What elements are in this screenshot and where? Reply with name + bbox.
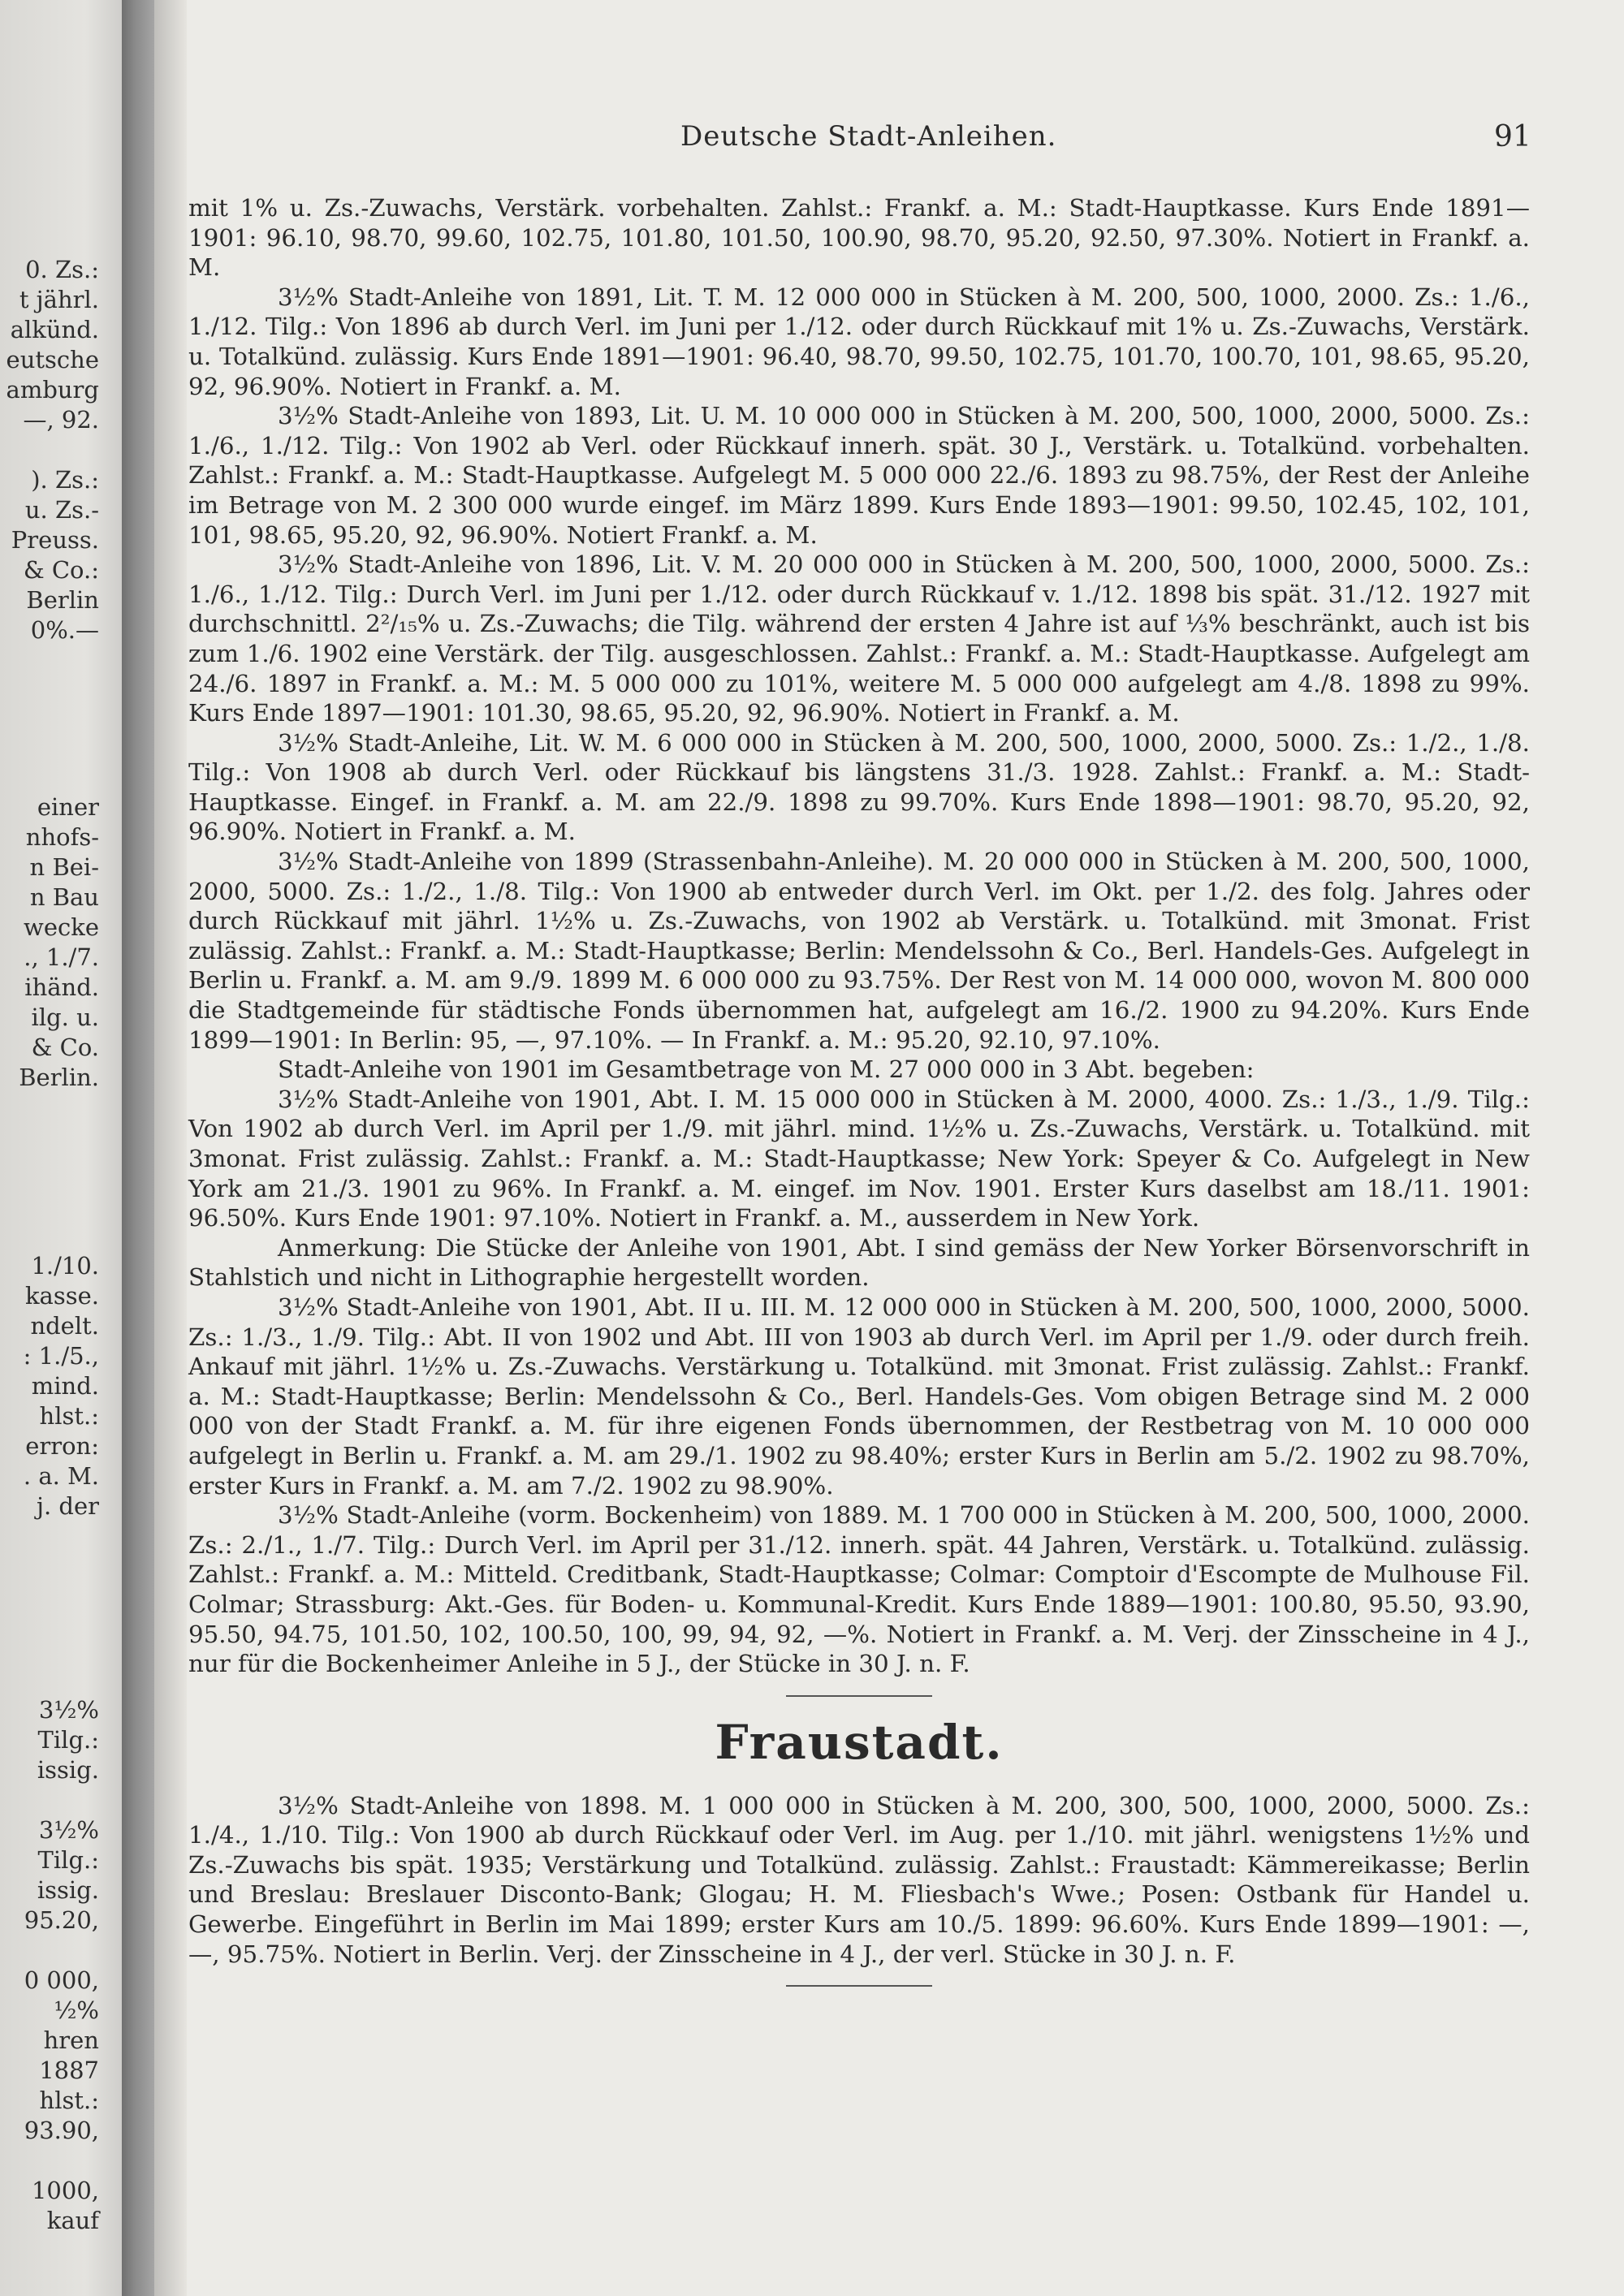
previous-page-line: 95.20,: [24, 1906, 99, 1934]
previous-page-line: kauf: [46, 2207, 99, 2234]
previous-page-line: ). Zs.:: [31, 466, 99, 494]
previous-page-line: & Co.: [31, 1034, 99, 1061]
previous-page-line: : 1./5.,: [23, 1342, 99, 1370]
previous-page-line: 0%.—: [30, 616, 99, 644]
paragraph: 3½% Stadt-Anleihe von 1899 (Strassenbahn-Anleihe). M. 20 000 000 in Stücken à M. 200, 500, 1000, 2000, 5000. Zs.: 1./2., 1./8. Tilg.: Von 1900 ab entweder durch Verl. im Okt. per 1./2. des folg. Jahres oder durch Rückkauf mit jährl. 1½% u. Zs.-Zuwachs, von 1902 ab Verstärk. u. Totalkünd. mit 3monat. Frist zulässig. Zahlst.: Frankf. a. M.: Stadt-Hauptkasse; Berlin: Mendelssohn & Co., Berl. Handels-Ges. Aufgelegt in Berlin u. Frankf. a. M. am 9./9. 1899 M. 6 000 000 zu 93.75%. Der Rest von M. 14 000 000, wovon M. 800 000 die Stadtgemeinde für städtische Fonds übernommen hat, aufgelegt am 16./2. 1900 zu 94.20%. Kurs Ende 1899—1901: In Berlin: 95, —, 97.10%. — In Frankf. a. M.: 95.20, 92.10, 97.10%.: [188, 848, 1530, 1054]
paragraph: 3½% Stadt-Anleihe von 1893, Lit. U. M. 10 000 000 in Stücken à M. 200, 500, 1000, 2000, 5000. Zs.: 1./6., 1./12. Tilg.: Von 1902 ab Verl. oder Rückkauf innerh. spät. 30 J., Verstärk. u. Totalkünd. vorbehalten. Zahlst.: Frankf. a. M.: Stadt-Hauptkasse. Aufgelegt M. 5 000 000 22./6. 1893 zu 98.75%, der Rest der Anleihe im Betrage von M. 2 300 000 wurde eingef. im März 1899. Kurs Ende 1893—1901: 99.50, 102.45, 102, 101, 101, 98.65, 95.20, 92, 96.90%. Notiert Frankf. a. M.: [188, 402, 1530, 549]
paragraph: 3½% Stadt-Anleihe, Lit. W. M. 6 000 000 in Stücken à M. 200, 500, 1000, 2000, 5000. Zs.: 1./2., 1./8. Tilg.: Von 1908 ab durch Verl. oder Rückkauf bis längstens 31./3. 1928. Zahlst.: Frankf. a. M.: Stadt-Hauptkasse. Eingef. in Frankf. a. M. am 22./9. 1898 zu 99.70%. Kurs Ende 1898—1901: 98.70, 95.20, 92, 96.90%. Notiert in Frankf. a. M.: [188, 728, 1530, 846]
previous-page-line: alkünd.: [10, 316, 99, 343]
previous-page-line: u. Zs.-: [24, 496, 99, 524]
previous-page-line: & Co.:: [23, 556, 99, 584]
previous-page-line: t jährl.: [19, 286, 99, 313]
previous-page-line: Tilg.:: [37, 1846, 99, 1874]
previous-page-line: 1887: [39, 2056, 99, 2084]
previous-page-line: hren: [43, 2026, 99, 2054]
section-divider: [786, 1695, 932, 1697]
previous-page-line: j. der: [36, 1492, 99, 1520]
previous-page-line: 0 000,: [24, 1966, 99, 1994]
gutter-shadow: [154, 0, 187, 2296]
previous-page-line: ., 1./7.: [24, 943, 99, 971]
paragraph: 3½% Stadt-Anleihe (vorm. Bockenheim) von 1889. M. 1 700 000 in Stücken à M. 200, 500, 1000, 2000. Zs.: 2./1., 1./7. Tilg.: Durch Verl. im April per 31./12. innerh. spät. 44 Jahren, Verstärk. u. Totalkünd. zulässig. Zahlst.: Frankf. a. M.: Mitteld. Creditbank, Stadt-Hauptkasse; Colmar: Comptoir d'Escompte de Mulhouse Fil. Colmar; Strassburg: Akt.-Ges. für Boden- u. Kommunal-Kredit. Kurs Ende 1889—1901: 100.80, 95.50, 93.90, 95.50, 94.75, 101.50, 102, 100.50, 100, 99, 94, 92, —%. Notiert in Frankf. a. M. Verj. der Zinsscheine in 4 J., nur für die Bockenheimer Anleihe in 5 J., der Stücke in 30 J. n. F.: [188, 1501, 1530, 1678]
previous-page-line: amburg: [6, 376, 99, 404]
previous-page-line: issig.: [37, 1756, 99, 1784]
entries-fraustadt: [188, 1791, 1530, 1970]
end-divider: [786, 1985, 932, 1987]
previous-page-line: Berlin: [26, 586, 99, 614]
previous-page-line: Preuss.: [11, 526, 99, 554]
previous-page-line: erron:: [25, 1432, 99, 1460]
previous-page-line: nhofs-: [25, 823, 99, 851]
previous-page-line: hlst.:: [39, 2087, 99, 2114]
paragraph: 3½% Stadt-Anleihe von 1891, Lit. T. M. 12 000 000 in Stücken à M. 200, 500, 1000, 2000. Zs.: 1./6., 1./12. Tilg.: Von 1896 ab durch Verl. im Juni per 1./12. oder durch Rückkauf mit 1% u. Zs.-Zuwachs, Verstärk. u. Totalkünd. zulässig. Kurs Ende 1891—1901: 96.40, 98.70, 99.50, 102.75, 101.70, 100.70, 101, 98.65, 95.20, 92, 96.90%. Notiert in Frankf. a. M.: [188, 283, 1530, 400]
previous-page-line: —, 92.: [23, 406, 99, 434]
previous-page-line: ilg. u.: [31, 1003, 99, 1031]
entries-frankfurt: [188, 193, 1530, 1679]
previous-page-line: issig.: [37, 1876, 99, 1904]
page-body: [188, 193, 1530, 2008]
running-header: Deutsche Stadt-Anleihen.: [680, 120, 1057, 153]
page-number: 91: [1494, 120, 1531, 153]
previous-page-line: ½%: [54, 1996, 99, 2024]
paragraph: mit 1% u. Zs.-Zuwachs, Verstärk. vorbehalten. Zahlst.: Frankf. a. M.: Stadt-Hauptkasse. Kurs Ende 1891—1901: 96.10, 98.70, 99.60, 102.75, 101.80, 101.50, 100.90, 98.70, 95.20, 92.50, 97.30%. Notiert in Frankf. a. M.: [188, 194, 1530, 282]
previous-page-line: Tilg.:: [37, 1726, 99, 1754]
previous-page-line: kasse.: [24, 1282, 99, 1310]
previous-page-line: einer: [37, 793, 99, 821]
previous-page-line: 3½%: [38, 1696, 99, 1724]
paragraph: Stadt-Anleihe von 1901 im Gesamtbetrage von M. 27 000 000 in 3 Abt. begeben:: [278, 1055, 1255, 1084]
previous-page-line: ihänd.: [24, 973, 99, 1001]
previous-page-line: 93.90,: [24, 2117, 99, 2144]
paragraph: Anmerkung: Die Stücke der Anleihe von 1901, Abt. I sind gemäss der New Yorker Börsenvorschrift in Stahlstich und nicht in Lithographie hergestellt worden.: [188, 1233, 1530, 1292]
previous-page-line: Berlin.: [19, 1064, 99, 1091]
previous-page-line: n Bau: [29, 883, 99, 911]
paragraph: 3½% Stadt-Anleihe von 1898. M. 1 000 000 in Stücken à M. 200, 300, 500, 1000, 2000, 5000. Zs.: 1./4., 1./10. Tilg.: Von 1900 ab durch Rückkauf oder Verl. im Aug. per 1./10. mit jährl. wenigstens 1½% und Zs.-Zuwachs bis spät. 1935; Verstärkung und Totalkünd. zulässig. Zahlst.: Fraustadt: Kämmereikasse; Berlin und Breslau: Breslauer Disconto-Bank; Glogau; H. M. Fliesbach's Wwe.; Posen: Ostbank für Handel u. Gewerbe. Eingeführt in Berlin im Mai 1899; erster Kurs am 10./5. 1899: 96.60%. Kurs Ende 1899—1901: —, —, 95.75%. Notiert in Berlin. Verj. der Zinsscheine in 4 J., der verl. Stücke in 30 J. n. F.: [188, 1791, 1530, 1968]
previous-page-edge: [0, 0, 122, 2296]
previous-page-line: eutsche: [6, 346, 99, 373]
previous-page-line: hlst.:: [39, 1402, 99, 1430]
previous-page-line: ndelt.: [30, 1312, 99, 1340]
previous-page-line: 1000,: [31, 2177, 99, 2204]
paragraph: 3½% Stadt-Anleihe von 1901, Abt. II u. III. M. 12 000 000 in Stücken à M. 200, 500, 1000, 2000, 5000. Zs.: 1./3., 1./9. Tilg.: Abt. II von 1902 und Abt. III von 1903 ab durch Verl. im April per 1./9. oder durch freih. Ankauf mit jährl. 1½% u. Zs.-Zuwachs. Verstärkung u. Totalkünd. mit 3monat. Frist zulässig. Zahlst.: Frankf. a. M.: Stadt-Hauptkasse; Berlin: Mendelssohn & Co., Berl. Handels-Ges. Vom obigen Betrage sind M. 2 000 000 von der Stadt Frankf. a. M. für ihre eigenen Fonds übernommen, der Restbetrag von M. 10 000 000 aufgelegt in Berlin u. Frankf. a. M. am 29./1. 1902 zu 98.40%; erster Kurs in Berlin am 5./2. 1902 zu 98.70%, erster Kurs in Frankf. a. M. am 7./2. 1902 zu 98.90%.: [188, 1293, 1530, 1500]
previous-page-line: wecke: [24, 913, 99, 941]
previous-page-line: mind.: [31, 1372, 99, 1400]
book-gutter: [122, 0, 154, 2296]
paragraph: 3½% Stadt-Anleihe von 1901, Abt. I. M. 15 000 000 in Stücken à M. 2000, 4000. Zs.: 1./3., 1./9. Tilg.: Von 1902 ab durch Verl. im April per 1./9. mit jährl. mind. 1½% u. Zs.-Zuwachs, Verstärk. u. Totalkünd. mit 3monat. Frist zulässig. Zahlst.: Frankf. a. M.: Stadt-Hauptkasse; New York: Speyer & Co. Aufgelegt in New York am 21./3. 1901 zu 96%. In Frankf. a. M. eingef. im Nov. 1901. Erster Kurs daselbst am 18./11. 1901: 96.50%. Kurs Ende 1901: 97.10%. Notiert in Frankf. a. M., ausserdem in New York.: [188, 1085, 1530, 1232]
previous-page-line: 1./10.: [31, 1252, 99, 1280]
section-title: Fraustadt.: [715, 1714, 1004, 1770]
paragraph: 3½% Stadt-Anleihe von 1896, Lit. V. M. 20 000 000 in Stücken à M. 200, 500, 1000, 2000, 5000. Zs.: 1./6., 1./12. Tilg.: Durch Verl. im Juni per 1./12. oder durch Rückkauf v. 1./12. 1898 bis spät. 31./12. 1927 mit durchschnittl. 2²/₁₅% u. Zs.-Zuwachs; die Tilg. während der ersten 4 Jahre ist auf ⅓% beschränkt, auch ist bis zum 1./6. 1902 eine Verstärk. der Tilg. ausgeschlossen. Zahlst.: Frankf. a. M.: Stadt-Hauptkasse. Aufgelegt am 24./6. 1897 in Frankf. a. M.: M. 5 000 000 zu 101%, weitere M. 5 000 000 aufgelegt am 4./8. 1898 zu 99%. Kurs Ende 1897—1901: 101.30, 98.65, 95.20, 92, 96.90%. Notiert in Frankf. a. M.: [188, 550, 1530, 727]
previous-page-line: n Bei-: [29, 853, 99, 881]
previous-page-line: . a. M.: [23, 1462, 99, 1490]
previous-page-line: 0. Zs.:: [25, 256, 99, 283]
previous-page-line: 3½%: [38, 1816, 99, 1844]
